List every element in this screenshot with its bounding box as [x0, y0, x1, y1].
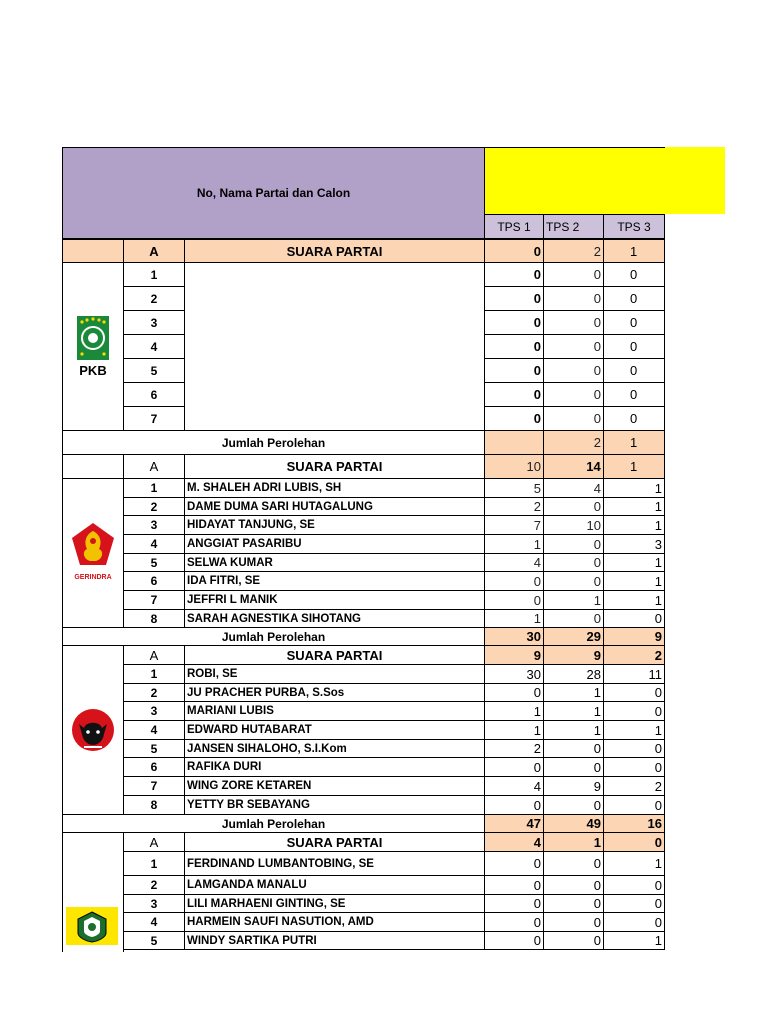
golkar-logo	[66, 907, 118, 945]
golkar-row-3-tps1[interactable]: 0	[484, 894, 544, 913]
pkb-row-2-tps2[interactable]: 0	[543, 286, 604, 311]
golkar-row-2-no[interactable]: 2	[123, 875, 185, 895]
pkb-partai-row-bg	[62, 239, 124, 263]
pdip-row-2-name[interactable]: JU PRACHER PURBA, S.Sos	[184, 683, 485, 702]
pdip-row-2-tps3[interactable]: 0	[603, 683, 665, 702]
pdip-row-7-no[interactable]: 7	[123, 776, 185, 796]
pdip-partai-tps3[interactable]: 2	[603, 645, 665, 665]
pdip-row-8-no[interactable]: 8	[123, 795, 185, 815]
golkar-row-5-tps1[interactable]: 0	[484, 931, 544, 950]
gerindra-row-3-name[interactable]: HIDAYAT TANJUNG, SE	[184, 515, 485, 535]
gerindra-row-1-tps2[interactable]: 4	[543, 478, 604, 498]
gerindra-row-7-tps2[interactable]: 1	[543, 590, 604, 610]
gerindra-row-4-tps2[interactable]: 0	[543, 534, 604, 554]
pdip-row-3-no[interactable]: 3	[123, 701, 185, 721]
pdip-row-5-no[interactable]: 5	[123, 739, 185, 758]
pdip-partai-label[interactable]: SUARA PARTAI	[184, 645, 485, 665]
pkb-total-label[interactable]: Jumlah Perolehan	[62, 430, 485, 455]
gerindra-row-3-tps2[interactable]: 10	[543, 515, 604, 535]
pdip-row-4-tps1[interactable]: 1	[484, 720, 544, 740]
gerindra-row-3-no[interactable]: 3	[123, 515, 185, 535]
pkb-row-5-tps1[interactable]: 0	[484, 358, 544, 383]
pkb-row-5-tps3[interactable]: 0	[603, 358, 665, 383]
pdip-row-7-name[interactable]: WING ZORE KETAREN	[184, 776, 485, 796]
pkb-row-6-tps2[interactable]: 0	[543, 382, 604, 407]
pkb-row-7-tps1[interactable]: 0	[484, 406, 544, 431]
gerindra-total-tps2[interactable]: 29	[543, 627, 604, 646]
gerindra-partai-a[interactable]: A	[123, 454, 185, 479]
golkar-row-5-name[interactable]: WINDY SARTIKA PUTRI	[184, 931, 485, 950]
gerindra-row-5-tps2[interactable]: 0	[543, 553, 604, 572]
gerindra-row-4-name[interactable]: ANGGIAT PASARIBU	[184, 534, 485, 554]
golkar-row-4-name[interactable]: HARMEIN SAUFI NASUTION, AMD	[184, 912, 485, 932]
gerindra-row-7-tps3[interactable]: 1	[603, 590, 665, 610]
pkb-total-tps2[interactable]: 2	[543, 430, 604, 455]
golkar-row-4-tps1[interactable]: 0	[484, 912, 544, 932]
pkb-row-2-no[interactable]: 2	[123, 286, 185, 311]
gerindra-row-5-tps3[interactable]: 1	[603, 553, 665, 572]
pdip-row-1-tps2[interactable]: 28	[543, 664, 604, 684]
gerindra-total-tps3[interactable]: 9	[603, 627, 665, 646]
pkb-row-4-tps2[interactable]: 0	[543, 334, 604, 359]
svg-text:PKB: PKB	[79, 362, 107, 378]
pkb-row-4-tps1[interactable]: 0	[484, 334, 544, 359]
gerindra-row-7-name[interactable]: JEFFRI L MANIK	[184, 590, 485, 610]
gerindra-row-5-tps1[interactable]: 4	[484, 553, 544, 572]
gerindra-row-6-tps2[interactable]: 0	[543, 571, 604, 591]
tps-2-header[interactable]: TPS 2	[543, 214, 604, 239]
pdip-row-6-name[interactable]: RAFIKA DURI	[184, 757, 485, 777]
pdip-partai-a[interactable]: A	[123, 645, 185, 665]
gerindra-partai-label[interactable]: SUARA PARTAI	[184, 454, 485, 479]
gerindra-row-4-tps3[interactable]: 3	[603, 534, 665, 554]
pkb-row-6-no[interactable]: 6	[123, 382, 185, 407]
pdip-total-tps1[interactable]: 47	[484, 814, 544, 833]
pkb-row-1-no[interactable]: 1	[123, 262, 185, 287]
gerindra-row-2-tps1[interactable]: 2	[484, 497, 544, 516]
pkb-row-7-no[interactable]: 7	[123, 406, 185, 431]
pdip-row-3-tps2[interactable]: 1	[543, 701, 604, 721]
header-yellow-block[interactable]	[484, 147, 665, 214]
gerindra-partai-tps2[interactable]: 14	[543, 454, 604, 479]
pdip-partai-tps2[interactable]: 9	[543, 645, 604, 665]
golkar-row-5-tps3[interactable]: 1	[603, 931, 665, 950]
tps-1-header[interactable]: TPS 1	[484, 214, 544, 239]
gerindra-row-5-no[interactable]: 5	[123, 553, 185, 572]
pdip-row-7-tps2[interactable]: 9	[543, 776, 604, 796]
pdip-row-5-tps3[interactable]: 0	[603, 739, 665, 758]
gerindra-row-4-tps1[interactable]: 1	[484, 534, 544, 554]
golkar-row-1-name[interactable]: FERDINAND LUMBANTOBING, SE	[184, 851, 485, 876]
pkb-row-1-tps2[interactable]: 0	[543, 262, 604, 287]
gerindra-row-6-no[interactable]: 6	[123, 571, 185, 591]
gerindra-total-tps1[interactable]: 30	[484, 627, 544, 646]
pkb-row-3-no[interactable]: 3	[123, 310, 185, 335]
pkb-partai-a[interactable]: A	[123, 239, 185, 263]
gerindra-row-2-tps2[interactable]: 0	[543, 497, 604, 516]
pdip-row-5-name[interactable]: JANSEN SIHALOHO, S.I.Kom	[184, 739, 485, 758]
golkar-partai-tps1[interactable]: 4	[484, 832, 544, 852]
gerindra-row-7-no[interactable]: 7	[123, 590, 185, 610]
gerindra-row-6-tps3[interactable]: 1	[603, 571, 665, 591]
gerindra-row-1-name[interactable]: M. SHALEH ADRI LUBIS, SH	[184, 478, 485, 498]
header-title-cell[interactable]	[62, 147, 485, 239]
pkb-total-tps1[interactable]	[484, 430, 544, 455]
golkar-row-3-no[interactable]: 3	[123, 894, 185, 913]
gerindra-logo-cell	[62, 478, 124, 628]
svg-text:GERINDRA: GERINDRA	[74, 574, 112, 581]
gerindra-partai-tps3[interactable]: 1	[603, 454, 665, 479]
pdip-logo-cell	[62, 645, 124, 815]
golkar-partai-tps3[interactable]: 0	[603, 832, 665, 852]
pdip-row-2-tps1[interactable]: 0	[484, 683, 544, 702]
pdip-row-3-tps3[interactable]: 0	[603, 701, 665, 721]
pdip-row-4-tps2[interactable]: 1	[543, 720, 604, 740]
pdip-row-5-tps1[interactable]: 2	[484, 739, 544, 758]
pkb-row-1-tps1[interactable]: 0	[484, 262, 544, 287]
golkar-row-3-tps3[interactable]: 0	[603, 894, 665, 913]
pkb-partai-tps3[interactable]: 1	[603, 239, 665, 263]
gerindra-row-7-tps1[interactable]: 0	[484, 590, 544, 610]
gerindra-row-1-tps3[interactable]: 1	[603, 478, 665, 498]
pkb-row-3-tps3[interactable]: 0	[603, 310, 665, 335]
pkb-logo-cell	[62, 262, 124, 431]
pkb-row-2-tps3[interactable]: 0	[603, 286, 665, 311]
pdip-row-4-tps3[interactable]: 1	[603, 720, 665, 740]
gerindra-row-8-tps3[interactable]: 0	[603, 609, 665, 628]
golkar-partai-a[interactable]: A	[123, 832, 185, 852]
pkb-row-4-tps3[interactable]: 0	[603, 334, 665, 359]
gerindra-partai-blank	[62, 454, 124, 479]
golkar-row-1-no[interactable]: 1	[123, 851, 185, 876]
gerindra-row-8-tps2[interactable]: 0	[543, 609, 604, 628]
pdip-row-1-no[interactable]: 1	[123, 664, 185, 684]
gerindra-row-6-tps1[interactable]: 0	[484, 571, 544, 591]
pdip-row-2-no[interactable]: 2	[123, 683, 185, 702]
pdip-row-6-tps2[interactable]: 0	[543, 757, 604, 777]
pdip-row-1-tps3[interactable]: 11	[603, 664, 665, 684]
golkar-row-2-tps1[interactable]: 0	[484, 875, 544, 895]
pkb-row-6-tps1[interactable]: 0	[484, 382, 544, 407]
gerindra-logo	[70, 521, 116, 585]
gerindra-total-label[interactable]: Jumlah Perolehan	[62, 627, 485, 646]
golkar-logo-icon	[66, 907, 118, 945]
golkar-row-2-tps2[interactable]: 0	[543, 875, 604, 895]
pdip-total-tps3[interactable]: 16	[603, 814, 665, 833]
pkb-partai-tps1[interactable]: 0	[484, 239, 544, 263]
gerindra-row-8-name[interactable]: SARAH AGNESTIKA SIHOTANG	[184, 609, 485, 628]
gerindra-row-8-no[interactable]: 8	[123, 609, 185, 628]
pkb-row-3-tps1[interactable]: 0	[484, 310, 544, 335]
pdip-row-1-tps1[interactable]: 30	[484, 664, 544, 684]
gerindra-partai-tps1[interactable]: 10	[484, 454, 544, 479]
gerindra-row-1-no[interactable]: 1	[123, 478, 185, 498]
pkb-row-4-no[interactable]: 4	[123, 334, 185, 359]
golkar-partai-label[interactable]: SUARA PARTAI	[184, 832, 485, 852]
pdip-total-tps2[interactable]: 49	[543, 814, 604, 833]
pdip-row-1-name[interactable]: ROBI, SE	[184, 664, 485, 684]
golkar-row-4-tps3[interactable]: 0	[603, 912, 665, 932]
pkb-partai-label[interactable]: SUARA PARTAI	[184, 239, 485, 263]
gerindra-row-6-name[interactable]: IDA FITRI, SE	[184, 571, 485, 591]
golkar-row-2-name[interactable]: LAMGANDA MANALU	[184, 875, 485, 895]
gerindra-row-2-no[interactable]: 2	[123, 497, 185, 516]
pkb-row-5-no[interactable]: 5	[123, 358, 185, 383]
golkar-row-4-no[interactable]: 4	[123, 912, 185, 932]
pkb-total-tps3[interactable]: 1	[603, 430, 665, 455]
pdip-row-2-tps2[interactable]: 1	[543, 683, 604, 702]
golkar-partai-tps2[interactable]: 1	[543, 832, 604, 852]
pkb-row-1-tps3[interactable]: 0	[603, 262, 665, 287]
golkar-row-1-tps2[interactable]: 0	[543, 851, 604, 876]
pkb-row-2-tps1[interactable]: 0	[484, 286, 544, 311]
pdip-row-4-no[interactable]: 4	[123, 720, 185, 740]
gerindra-row-2-tps3[interactable]: 1	[603, 497, 665, 516]
golkar-row-1-tps1[interactable]: 0	[484, 851, 544, 876]
golkar-row-5-no[interactable]: 5	[123, 931, 185, 950]
pdip-row-7-tps3[interactable]: 2	[603, 776, 665, 796]
gerindra-row-5-name[interactable]: SELWA KUMAR	[184, 553, 485, 572]
pdip-row-6-tps1[interactable]: 0	[484, 757, 544, 777]
gerindra-row-8-tps1[interactable]: 1	[484, 609, 544, 628]
pdip-row-3-name[interactable]: MARIANI LUBIS	[184, 701, 485, 721]
pdip-row-8-tps1[interactable]: 0	[484, 795, 544, 815]
pdip-logo	[70, 707, 116, 753]
gerindra-row-1-tps1[interactable]: 5	[484, 478, 544, 498]
pkb-row-7-tps2[interactable]: 0	[543, 406, 604, 431]
pdip-row-7-tps1[interactable]: 4	[484, 776, 544, 796]
pdip-row-6-no[interactable]: 6	[123, 757, 185, 777]
header-title: No, Nama Partai dan Calon	[196, 186, 351, 200]
pkb-row-5-tps2[interactable]: 0	[543, 358, 604, 383]
golkar-row-4-tps2[interactable]: 0	[543, 912, 604, 932]
gerindra-row-2-name[interactable]: DAME DUMA SARI HUTAGALUNG	[184, 497, 485, 516]
gerindra-row-3-tps3[interactable]: 1	[603, 515, 665, 535]
pdip-row-8-tps3[interactable]: 0	[603, 795, 665, 815]
pdip-row-4-name[interactable]: EDWARD HUTABARAT	[184, 720, 485, 740]
pkb-partai-tps2[interactable]: 2	[543, 239, 604, 263]
pkb-names-empty[interactable]	[184, 262, 485, 431]
gerindra-row-3-tps1[interactable]: 7	[484, 515, 544, 535]
golkar-row-2-tps3[interactable]: 0	[603, 875, 665, 895]
pdip-row-6-tps3[interactable]: 0	[603, 757, 665, 777]
golkar-row-3-name[interactable]: LILI MARHAENI GINTING, SE	[184, 894, 485, 913]
pkb-row-6-tps3[interactable]: 0	[603, 382, 665, 407]
header-yellow-extension	[665, 147, 725, 214]
golkar-row-3-tps2[interactable]: 0	[543, 894, 604, 913]
golkar-row-1-tps3[interactable]: 1	[603, 851, 665, 876]
golkar-row-5-tps2[interactable]: 0	[543, 931, 604, 950]
gerindra-row-4-no[interactable]: 4	[123, 534, 185, 554]
pdip-total-label[interactable]: Jumlah Perolehan	[62, 814, 485, 833]
pdip-partai-tps1[interactable]: 9	[484, 645, 544, 665]
pdip-row-8-tps2[interactable]: 0	[543, 795, 604, 815]
pkb-row-3-tps2[interactable]: 0	[543, 310, 604, 335]
pdip-row-8-name[interactable]: YETTY BR SEBAYANG	[184, 795, 485, 815]
pkb-row-7-tps3[interactable]: 0	[603, 406, 665, 431]
pdip-row-3-tps1[interactable]: 1	[484, 701, 544, 721]
tps-3-header[interactable]: TPS 3	[603, 214, 665, 239]
pkb-logo	[76, 316, 110, 378]
pdip-row-5-tps2[interactable]: 0	[543, 739, 604, 758]
